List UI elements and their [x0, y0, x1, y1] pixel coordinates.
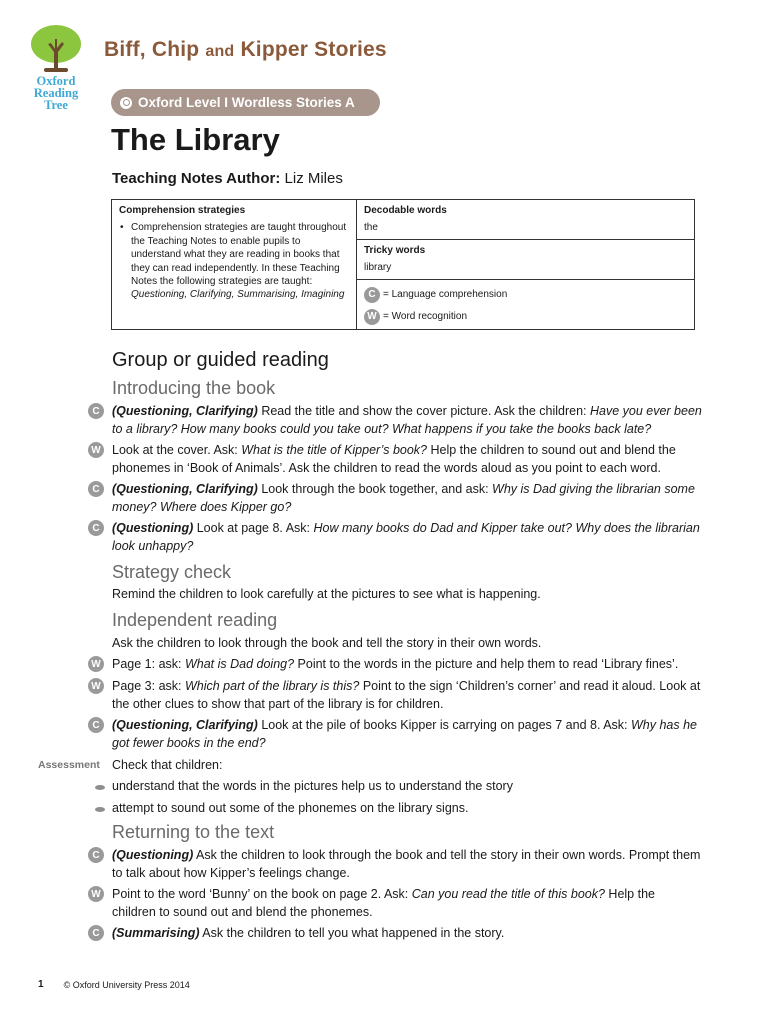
tricky-heading: Tricky words [364, 244, 426, 256]
section-heading: Group or guided reading [112, 349, 329, 371]
word-w-icon: W [88, 442, 104, 458]
strategy-text: Remind the children to look carefully at the pictures to see what is happening. [112, 587, 541, 601]
key-row-w [364, 309, 687, 325]
intro-paragraph-4 [112, 519, 702, 555]
returning-paragraph-1 [112, 846, 702, 882]
question-text: Which part of the library is this? [184, 679, 360, 693]
footer [38, 979, 190, 990]
strategy-tag: (Questioning, Clarifying) [112, 404, 258, 418]
comprehension-c-icon: C [364, 287, 380, 303]
level-pill [111, 89, 380, 116]
key-c-text: = Language comprehension [383, 288, 508, 300]
returning-paragraph-2 [112, 885, 702, 921]
paragraph-text: Ask the children to look through the book and tell the story in their own words. Prompt them to talk about how Kipper’s feelings change. [112, 848, 701, 880]
assessment-intro: Check that children: [112, 758, 223, 772]
strategy-heading: Strategy check [112, 562, 232, 582]
strategy-tag: (Questioning) [112, 521, 194, 535]
question-text: What is the title of Kipper’s book? [241, 443, 427, 457]
author-name: Liz Miles [284, 170, 343, 187]
decodable-heading: Decodable words [364, 205, 447, 216]
bullet-icon [95, 807, 105, 812]
key-w-text: = Word recognition [383, 310, 468, 322]
intro-paragraph-2 [112, 441, 702, 477]
question-text: Why has he got fewer books in the end? [112, 718, 698, 750]
comprehension-cell [112, 200, 357, 330]
comprehension-heading: Comprehension strategies [119, 205, 246, 216]
author-line [112, 170, 343, 187]
paragraph-text: Ask the children to tell you what happened in the story. [199, 926, 505, 940]
decodable-cell [357, 200, 695, 240]
logo-text-line: Tree [44, 98, 68, 112]
comprehension-item [131, 221, 349, 301]
strategy-tag: (Questioning, Clarifying) [112, 482, 258, 496]
paragraph-text: Look at page 8. Ask: [193, 521, 314, 535]
page-number: 1 [38, 979, 44, 990]
paragraph-text: Help the children to sound out and blend the phonemes. [112, 887, 655, 919]
tricky-cell [357, 239, 695, 279]
returning-heading: Returning to the text [112, 822, 275, 842]
comprehension-text: Comprehension strategies are taught throughout the Teaching Notes to enable pupils to understand what they are reading in books that they can read independently. In these Teaching Notes the following strategies are taught: [131, 222, 347, 288]
comprehension-c-icon: C [88, 520, 104, 536]
paragraph-text: Page 1: ask: [112, 657, 185, 671]
level-label: Oxford Level I Wordless Stories A [138, 95, 355, 110]
author-label: Teaching Notes Author: [112, 170, 281, 187]
decodable-value: the [364, 222, 378, 234]
series-title-and: and [205, 43, 235, 60]
comprehension-strategies: Questioning, Clarifying, Summarising, Imagining [131, 289, 345, 301]
strategy-tag: (Questioning, Clarifying) [112, 718, 258, 732]
info-table [111, 199, 695, 330]
series-title-part: Biff, Chip [104, 38, 206, 61]
comprehension-c-icon: C [88, 403, 104, 419]
key-row-c [364, 287, 687, 303]
logo-wordmark [24, 75, 88, 111]
page-title: The Library [111, 122, 280, 157]
paragraph-text: Help the children to sound out and blend the phonemes in ‘Book of Animals’. Ask the children to read the words aloud as you point to each word. [112, 443, 676, 475]
intro-paragraph-1 [112, 402, 702, 438]
assessment-item: attempt to sound out some of the phonemes on the library signs. [112, 801, 469, 815]
word-w-icon: W [364, 309, 380, 325]
independent-intro: Ask the children to look through the book and tell the story in their own words. [112, 636, 542, 650]
paragraph-text: Page 3: ask: [112, 679, 185, 693]
paragraph-text: Point to the sign ‘Children’s corner’ and read it aloud. Look at the other clues to show that part of the library is for children. [112, 679, 701, 711]
series-title [104, 38, 387, 62]
independent-heading: Independent reading [112, 610, 278, 630]
comprehension-c-icon: C [88, 717, 104, 733]
question-text: How many books do Dad and Kipper take out? Why does the librarian look unhappy? [112, 521, 700, 553]
copyright: © Oxford University Press 2014 [63, 979, 190, 990]
word-w-icon: W [88, 886, 104, 902]
independent-paragraph-2 [112, 677, 702, 713]
bullet-icon [95, 785, 105, 790]
comprehension-c-icon: C [88, 925, 104, 941]
paragraph-text: Read the title and show the cover picture. Ask the children: [257, 404, 590, 418]
comprehension-list [119, 221, 349, 301]
paragraph-text: Point to the word ‘Bunny’ on the book on page 2. Ask: [112, 887, 412, 901]
independent-paragraph-3 [112, 716, 702, 752]
question-text: What is Dad doing? [184, 657, 295, 671]
question-text: Can you read the title of this book? [411, 887, 605, 901]
comprehension-c-icon: C [88, 481, 104, 497]
paragraph-text: Look through the book together, and ask: [257, 482, 493, 496]
word-w-icon: W [88, 656, 104, 672]
logo-text-line: Reading [33, 86, 79, 100]
intro-paragraph-3 [112, 480, 702, 516]
returning-paragraph-3 [112, 924, 702, 942]
oxford-reading-tree-logo [24, 24, 88, 111]
assessment-item: understand that the words in the pictures help us to understand the story [112, 779, 513, 793]
question-text: Why is Dad giving the librarian some money? Where does Kipper go? [112, 482, 695, 514]
paragraph-text: Look at the cover. Ask: [112, 443, 242, 457]
word-w-icon: W [88, 678, 104, 694]
series-title-part: Kipper Stories [234, 38, 387, 61]
paragraph-text: Point to the words in the picture and help them to read ‘Library fines’. [294, 657, 679, 671]
question-text: Have you ever been to a library? How many books could you take out? What happens if you take the books back late? [112, 404, 702, 436]
intro-heading: Introducing the book [112, 378, 276, 398]
independent-paragraph-1 [112, 655, 702, 673]
strategy-tag: (Questioning) [112, 848, 194, 862]
tricky-value: library [364, 262, 392, 274]
comprehension-c-icon: C [88, 847, 104, 863]
assessment-label: Assessment [38, 759, 100, 771]
logo-text-line: Oxford [36, 74, 76, 88]
key-cell [357, 279, 695, 329]
paragraph-text: Look at the pile of books Kipper is carrying on pages 7 and 8. Ask: [257, 718, 631, 732]
level-icon [120, 97, 132, 109]
tree-icon [30, 24, 82, 72]
strategy-tag: (Summarising) [112, 926, 200, 940]
